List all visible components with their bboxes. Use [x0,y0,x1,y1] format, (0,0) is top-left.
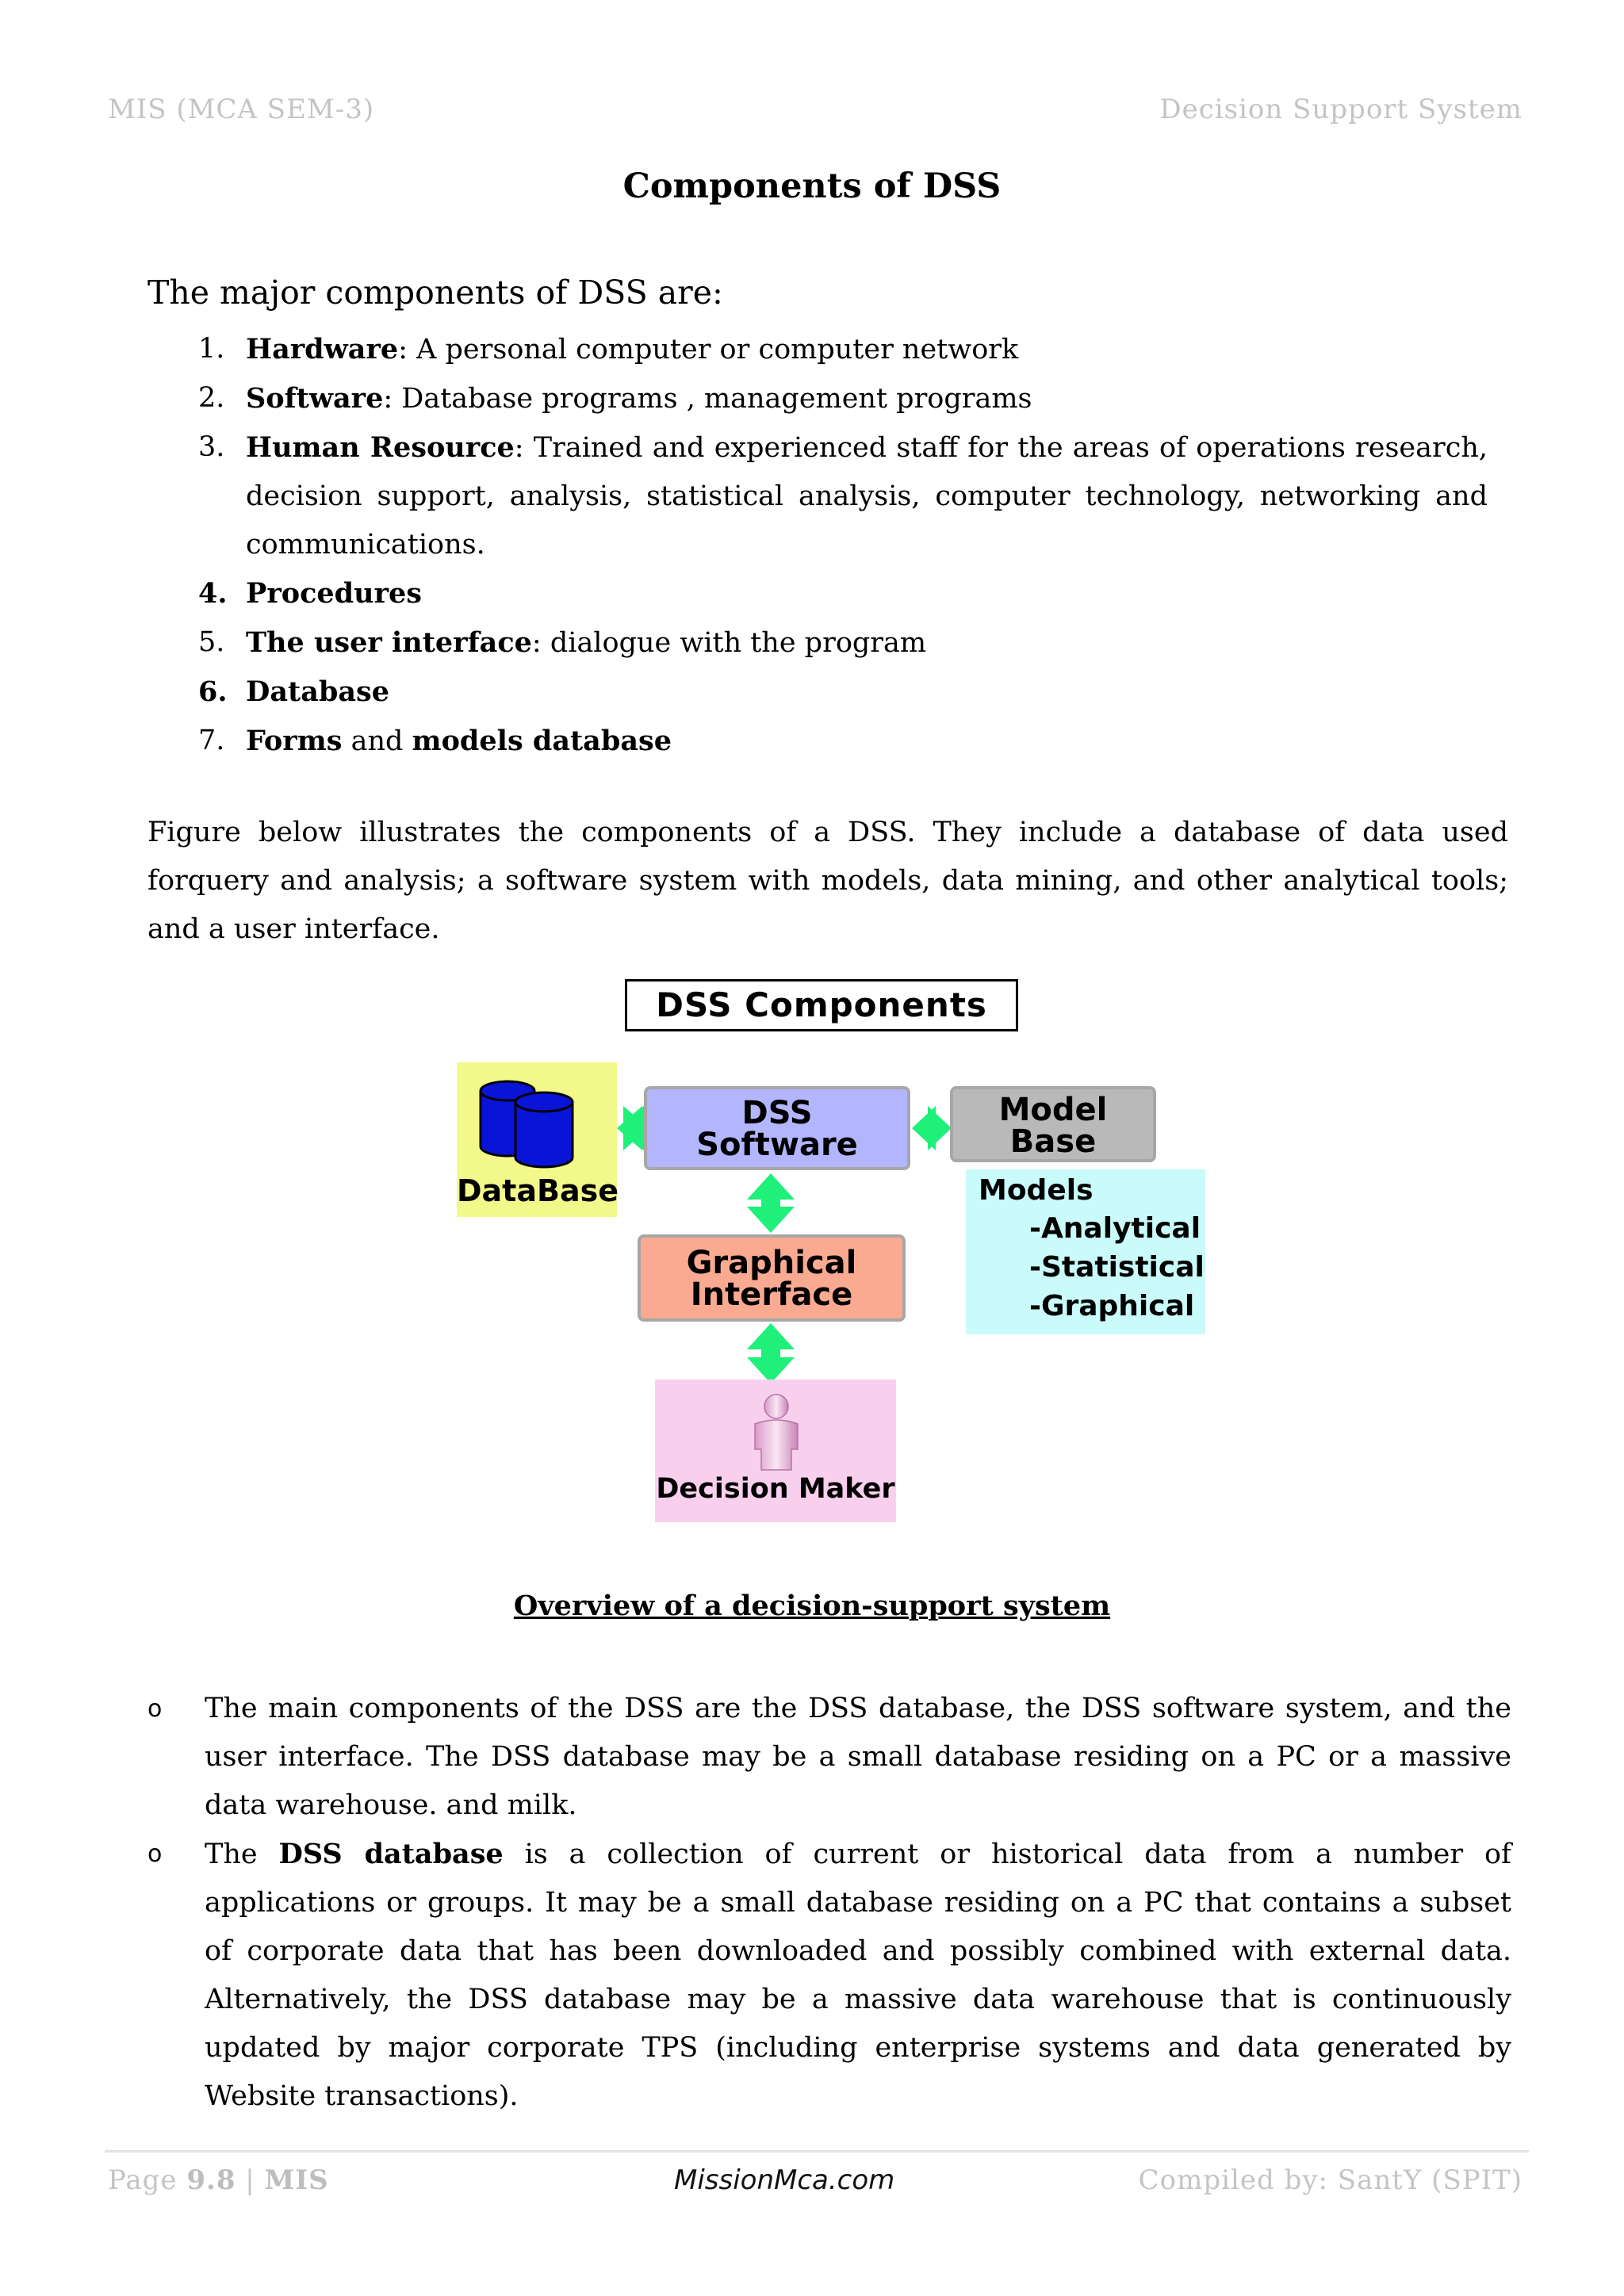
diagram-title: DSS Components [625,979,1018,1031]
page-title: Components of DSS [622,166,1002,206]
interface-label-line2: Interface [690,1276,853,1313]
list-text: and [342,725,412,757]
software-label-line1: DSS [741,1095,813,1131]
dss-software-block [644,1086,910,1170]
list-item [147,618,1511,668]
list-term: Database [246,675,389,708]
dss-components-diagram [444,971,1221,1534]
list-item [147,374,1511,423]
footer-page-info [108,2164,329,2196]
bullet-marker: o [147,1840,163,1868]
bullet-text-lead: The [205,1839,279,1870]
model-base-block [950,1086,1156,1162]
list-term: Procedures [246,577,423,610]
models-list-block [966,1169,1205,1334]
model-item: -Analytical [1029,1212,1201,1245]
footer-separator: | [236,2164,265,2196]
intro-text: The major components of DSS are: [147,274,723,312]
list-number: 5. [198,626,225,658]
arrow-interface-decisionmaker [747,1323,795,1383]
list-item [147,717,1511,766]
list-item [147,569,1511,618]
database-block [457,1062,617,1217]
bullet-term: DSS database [278,1838,504,1870]
model-base-label-line2: Base [1009,1123,1097,1160]
site-logo: MissionMca.com [674,2164,895,2196]
model-item: -Graphical [1029,1290,1195,1322]
list-item [147,668,1511,717]
list-text: : Database programs , management programs [383,383,1032,415]
bullet-text: The main components of the DSS are the DSS database, the DSS software system, and the user interface. The DSS database may be a small database residing on a PC or a massive data warehouse. and milk. [205,1693,1511,1821]
database-label: DataBase [457,1173,619,1208]
footer-divider [105,2150,1529,2152]
list-term: Forms [246,725,343,757]
list-number: 6. [198,675,228,708]
list-number: 4. [198,577,228,610]
software-label-line2: Software [696,1127,858,1163]
bullet-marker: o [147,1695,163,1723]
person-icon [747,1392,806,1471]
footer-subject: MIS [264,2164,329,2196]
list-term: Software [246,382,384,415]
list-term: models database [412,725,672,757]
figure-intro-paragraph: Figure below illustrates the components of a DSS. They include a database of data used forquery and analysis; a software system with models, data mining, and other analytical tools; and a user interface. [147,817,1508,945]
graphical-interface-block [638,1234,906,1322]
database-cylinders-icon [476,1073,595,1169]
list-term: The user interface [246,626,532,659]
list-item [147,325,1511,374]
components-list [147,325,1511,766]
model-base-label-line1: Model [998,1092,1108,1128]
list-number: 3. [198,431,225,463]
header-chapter: Decision Support System [1159,94,1522,125]
list-item [147,1830,1511,2121]
arrow-software-modelbase [912,1106,952,1150]
models-heading: Models [979,1174,1094,1207]
list-term: Human Resource [246,431,515,464]
bullet-text: is a collection of current or historical data from a number of applications or groups. It may be a small database residing on a PC that contains a subset of corporate data that has been downloaded and possibly combined with external data. Alternatively, the DSS database may be a massive data warehouse that is continuously updated by major corporate TPS (including enterprise systems and data generated by Website transactions). [205,1839,1511,2112]
footer-page-label: Page [108,2164,187,2196]
list-text: : Trained and experienced staff for the areas of operations research, decision support, analysis, statistical analysis, computer technology, networking and communications. [246,432,1488,561]
bullet-list [147,1685,1511,2121]
decision-maker-label: Decision Maker [656,1473,895,1505]
list-number: 1. [198,333,225,365]
header-course: MIS (MCA SEM-3) [108,94,375,125]
decision-maker-block [655,1380,896,1522]
list-item [147,423,1511,569]
footer-compiler: Compiled by: SantY (SPIT) [1138,2164,1522,2196]
figure-caption: Overview of a decision-support system [513,1590,1111,1622]
list-term: Hardware [246,333,399,365]
arrow-software-interface [747,1173,795,1233]
list-number: 2. [198,382,225,414]
interface-label-line1: Graphical [686,1245,857,1281]
list-number: 7. [198,725,225,756]
list-text: : A personal computer or computer network [398,334,1019,365]
list-text: : dialogue with the program [531,627,927,659]
list-item [147,1685,1511,1830]
model-item: -Statistical [1029,1251,1205,1284]
footer-page-number: 9.8 [186,2164,236,2196]
